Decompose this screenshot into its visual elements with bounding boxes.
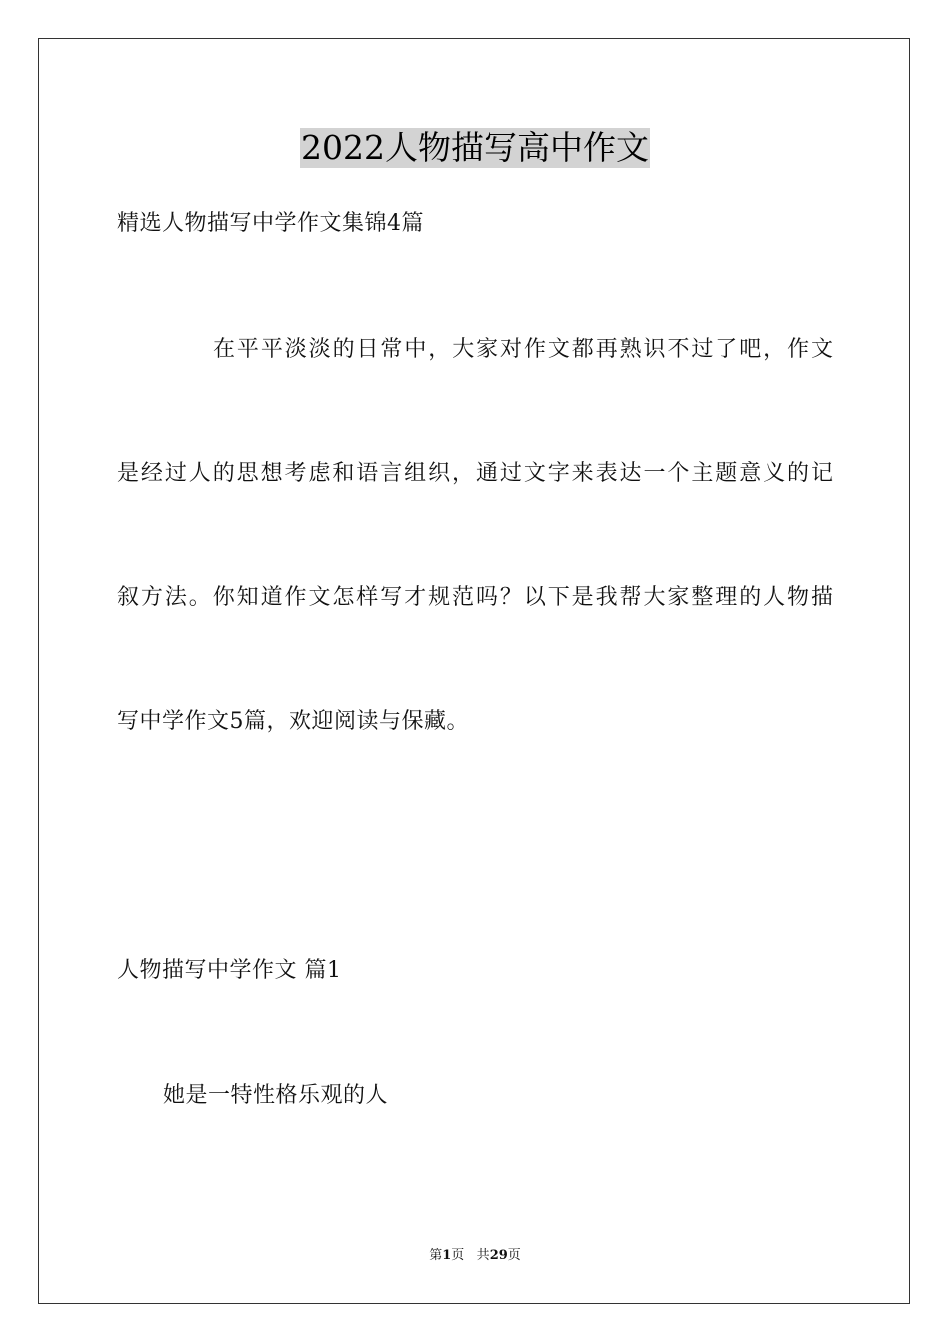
- footer-total-prefix: 共: [476, 1248, 490, 1263]
- footer-page-number: 1: [442, 1248, 452, 1263]
- document-title: 2022人物描写高中作文: [301, 128, 649, 167]
- intro-line-4: 写中学作文5篇，欢迎阅读与保藏。: [117, 709, 469, 734]
- section-heading: 人物描写中学作文 篇1: [117, 958, 342, 983]
- page-footer: [0, 1247, 950, 1265]
- intro-line-3: 叙方法。你知道作文怎样写才规范吗？以下是我帮大家整理的人物描: [117, 585, 833, 610]
- footer-total-suffix: 页: [507, 1248, 521, 1263]
- footer-total-pages: 29: [489, 1248, 508, 1263]
- intro-line-1: 在平平淡淡的日常中，大家对作文都再熟识不过了吧，作文: [213, 337, 833, 362]
- title-container: [0, 128, 950, 168]
- intro-line-2: 是经过人的思想考虑和语言组织，通过文字来表达一个主题意义的记: [117, 461, 833, 486]
- footer-page-suffix: 页: [451, 1248, 465, 1263]
- footer-page-prefix: 第: [429, 1248, 443, 1263]
- document-subtitle: 精选人物描写中学作文集锦4篇: [117, 211, 424, 236]
- section-first-line: 她是一特性格乐观的人: [163, 1083, 389, 1108]
